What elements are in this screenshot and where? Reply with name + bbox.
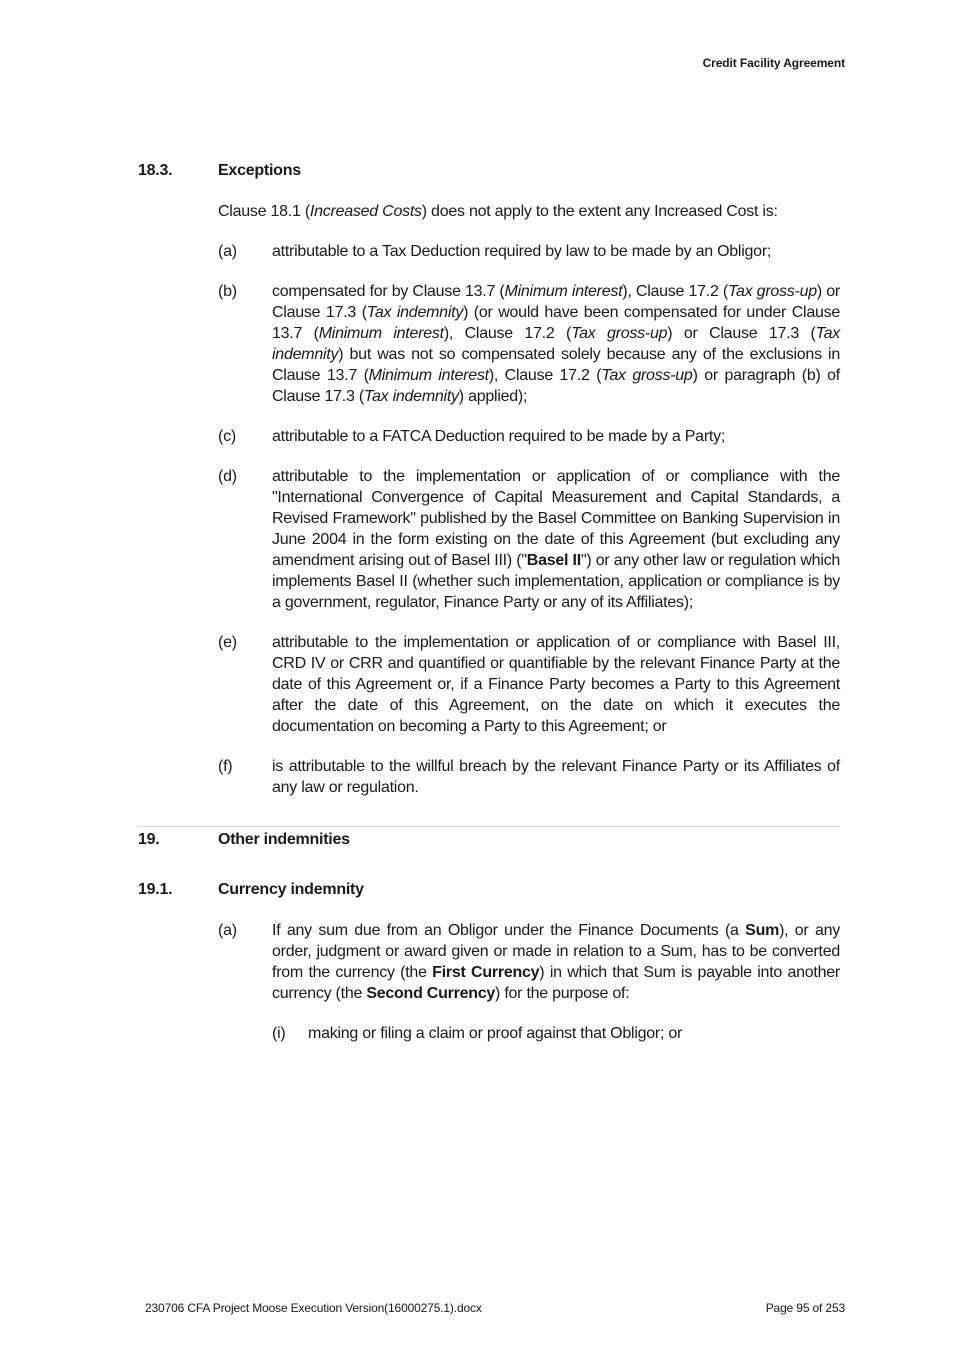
list-item-text: attributable to the implementation or application of or compliance with Basel III, CRD IV or CRR and quantified or quantifiable by the relevant Finance Party at the date of this Agreement or, if a Finance Party becomes a Party to this Agreement after the date of this Agreement, on the date on which it executes the documentation on becoming a Party to this Agreement; or: [272, 634, 840, 735]
text-run: attributable to the implementation or application of or compliance with the "International Convergence of Capital Measurement and Capital Standards, a Revised Framework" published by the Basel Committee on Banking Supervision in June 2004 in the form existing on the date of this Agreement (but excluding any amendment arising out of Basel III) (": [272, 468, 840, 569]
defined-term: Basel II: [526, 552, 581, 569]
text-run: If any sum due from an Obligor under the Finance Documents (a: [272, 922, 746, 939]
italic-ref: Minimum interest: [368, 367, 489, 384]
defined-term: Sum: [745, 922, 780, 939]
italic-ref: Tax indemnity: [363, 388, 459, 405]
list-marker: (a): [218, 922, 237, 939]
italic-ref: Increased Costs: [309, 203, 422, 220]
document-body: [138, 160, 840, 1044]
text-run: ), Clause 17.2 (: [622, 283, 728, 300]
list-item-text: [272, 281, 840, 407]
text-run: ) or Clause 17.3 (: [667, 325, 816, 342]
list-marker: (e): [218, 634, 237, 651]
clause-number: 19.: [138, 831, 160, 848]
list-marker: (a): [218, 243, 237, 260]
list-marker: (c): [218, 428, 236, 445]
italic-ref: Minimum interest: [318, 325, 444, 342]
list-marker: (b): [218, 283, 237, 300]
text-run: ) does not apply to the extent any Increased Cost is:: [421, 203, 778, 220]
clause-title: Other indemnities: [218, 831, 350, 848]
list-item-text: is attributable to the willful breach by the relevant Finance Party or its Affiliates of any law or regulation.: [272, 758, 840, 796]
text-run: ) in which that Sum is payable into another currency (the: [272, 964, 840, 1002]
text-run: ) but was not so compensated solely because any of the exclusions in Clause 13.7 (: [272, 346, 840, 384]
list-marker: (i): [272, 1025, 286, 1042]
clause-number: 18.3.: [138, 162, 173, 179]
text-run: ") or any other law or regulation which implements Basel II (whether such implementation, application or compliance is by a government, regulator, Finance Party or any of its Affiliates);: [272, 552, 841, 611]
list-item-text: attributable to a Tax Deduction required by law to be made by an Obligor;: [272, 243, 772, 260]
list-item-text: making or filing a claim or proof against that Obligor; or: [308, 1025, 683, 1042]
list-item-f: [218, 756, 840, 798]
text-run: ) for the purpose of:: [495, 985, 630, 1002]
list-item-e: [218, 632, 840, 737]
italic-ref: Tax gross-up: [727, 283, 817, 300]
list-item-text: [272, 466, 840, 613]
text-run: ) (or would have been compensated for under Clause 13.7 (: [272, 304, 841, 342]
text-run: Clause 18.1 (: [218, 203, 310, 220]
list-item-d: [218, 466, 840, 613]
clause-title: Currency indemnity: [218, 881, 364, 898]
text-run: ), or any order, judgment or award given or made in relation to a Sum, has to be converted from the currency (the: [272, 922, 841, 981]
text-run: ) applied);: [458, 388, 528, 405]
italic-ref: Tax gross-up: [601, 367, 693, 384]
text-run: compensated for by Clause 13.7 (: [272, 283, 505, 300]
list-subitem-i: [272, 1023, 840, 1044]
italic-ref: Minimum interest: [504, 283, 623, 300]
footer-filename: 230706 CFA Project Moose Execution Version(16000275.1).docx: [145, 1301, 482, 1315]
list-marker: (f): [218, 758, 233, 775]
text-run: ), Clause 17.2 (: [443, 325, 572, 342]
clause-number: 19.1.: [138, 881, 173, 898]
list-item-a: [218, 241, 840, 262]
defined-term: First Currency: [432, 964, 540, 981]
italic-ref: Tax gross-up: [571, 325, 668, 342]
footer-page-number: Page 95 of 253: [765, 1301, 845, 1315]
italic-ref: Tax indemnity: [366, 304, 464, 321]
clause-heading-18-3: [138, 160, 840, 181]
text-run: ) or paragraph (b) of Clause 17.3 (: [272, 367, 840, 405]
list-item-19-1-a: [218, 920, 840, 1004]
clause-heading-19: [138, 829, 840, 850]
defined-term: Second Currency: [366, 985, 496, 1002]
section-separator: [138, 826, 840, 827]
page-footer: [145, 1301, 845, 1315]
list-marker: (d): [218, 468, 237, 485]
clause-intro-paragraph: [218, 201, 840, 222]
list-item-c: [218, 426, 840, 447]
running-header: Credit Facility Agreement: [702, 56, 845, 70]
text-run: ), Clause 17.2 (: [488, 367, 602, 384]
text-run: ) or Clause 17.3 (: [272, 283, 840, 321]
clause-heading-19-1: [138, 879, 840, 900]
list-item-text: attributable to a FATCA Deduction required to be made by a Party;: [272, 428, 726, 445]
list-item-text: [272, 920, 840, 1004]
italic-ref: Tax indemnity: [272, 325, 841, 363]
clause-title: Exceptions: [218, 162, 301, 179]
list-item-b: [218, 281, 840, 407]
